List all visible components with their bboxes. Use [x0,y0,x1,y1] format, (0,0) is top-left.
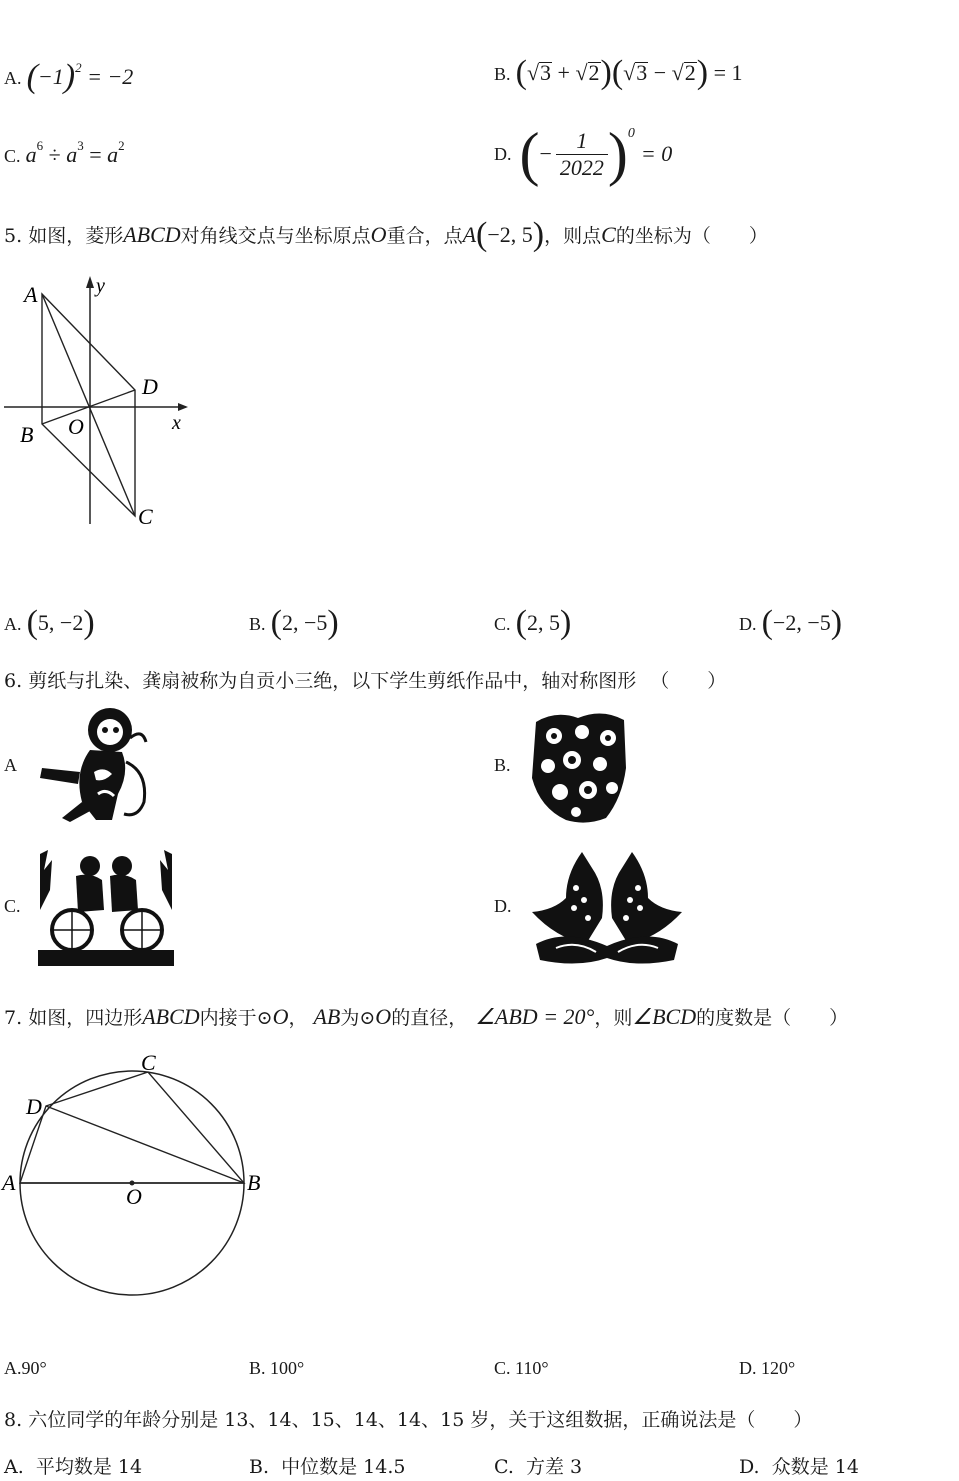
axis-label-y: y [96,275,105,297]
q6-option-d-label[interactable]: D. [494,896,512,916]
option-label: D. [494,143,512,164]
option-label: D. [739,614,757,634]
q7-option-b[interactable]: B. 100° [249,1358,305,1378]
q7-option-a[interactable]: A.90° [4,1358,47,1378]
q5-rhombus-figure [0,272,200,532]
vertex-label-D: D [142,374,158,399]
option-label: B. [249,614,266,634]
q4-option-c[interactable] [4,138,125,168]
q5-option-a[interactable]: A. (5, −2) [4,604,95,641]
option-value: 5, −2 [37,610,84,635]
q6-option-b-label[interactable]: B. [494,755,511,775]
vertex-label-C: C [141,1050,156,1075]
q4-option-d[interactable] [494,116,672,192]
q7-circle-figure [0,1046,270,1306]
q8-option-a[interactable]: A. 平均数是 14 [4,1456,143,1478]
q6-option-a-label[interactable]: A [4,755,17,775]
axis-label-x: x [172,412,181,434]
q8-option-b[interactable]: B. 中位数是 14.5 [249,1456,406,1478]
q5-option-b[interactable]: B. (2, −5) [249,604,339,641]
q6-option-b-flower-papercut [526,708,630,826]
vertex-label-D: D [26,1094,42,1119]
option-value: 2, 5 [526,610,560,635]
q7-option-c[interactable]: C. 110° [494,1358,549,1378]
q6-stem: 6. 剪纸与扎染、龚扇被称为自贡小三绝，以下学生剪纸作品中，轴对称图形 （ ） [4,670,727,692]
origin-label-O: O [68,414,84,439]
q6-option-c-cyclist-papercut [38,850,174,966]
q8-option-d[interactable]: D. 众数是 14 [739,1456,859,1478]
q6-option-d-fish-papercut [526,848,688,968]
option-label: C. [4,146,21,166]
vertex-label-B: B [20,422,34,447]
q4-a-expression: $(-1)^2 = -2$ [26,58,134,95]
q5-option-d[interactable]: D. (−2, −5) [739,604,843,641]
q5-option-c[interactable]: C. (2, 5) [494,604,572,641]
option-label: C. [494,614,511,634]
q6-option-c-label[interactable]: C. [4,896,21,916]
q8-option-c[interactable]: C. 方差 3 [494,1456,583,1478]
vertex-label-A: A [24,282,38,307]
q8-stem: 8. 六位同学的年龄分别是 13、14、15、14、14、15 岁，关于这组数据，正确说法是（ ） [4,1409,813,1431]
q5-stem: 5. 如图，菱形ABCD对角线交点与坐标原点O重合，点A(−2, 5)，则点C的坐标为（ ） [4,216,768,253]
vertex-label-B: B [247,1170,261,1195]
center-label-O: O [126,1184,142,1209]
q4-b-expression: (√3 + √2)(√3 − √2) = 1 [515,54,743,91]
option-label: B. [494,64,511,84]
option-label: A. [4,614,22,634]
q4-c-expression: $a^6 \div a^3 = a^2$ [25,138,125,167]
option-value: −2, −5 [772,610,831,635]
q6-option-a-monkey-papercut [34,702,149,826]
q7-stem: 7. 如图，四边形ABCD内接于⊙O， AB为⊙O的直径， ∠ABD = 20°，则∠BCD的度数是（ ） [4,1004,849,1029]
q4-d-expression: ( − $\frac{1}{2022}$ ) 0 = 0 [519,121,673,187]
vertex-label-A: A [2,1170,16,1195]
q7-option-d[interactable]: D. 120° [739,1358,796,1378]
q4-option-b[interactable] [494,54,743,92]
option-value: 2, −5 [281,610,328,635]
q4-option-a[interactable] [4,58,133,96]
vertex-label-C: C [138,504,153,529]
option-label: A. [4,68,22,88]
